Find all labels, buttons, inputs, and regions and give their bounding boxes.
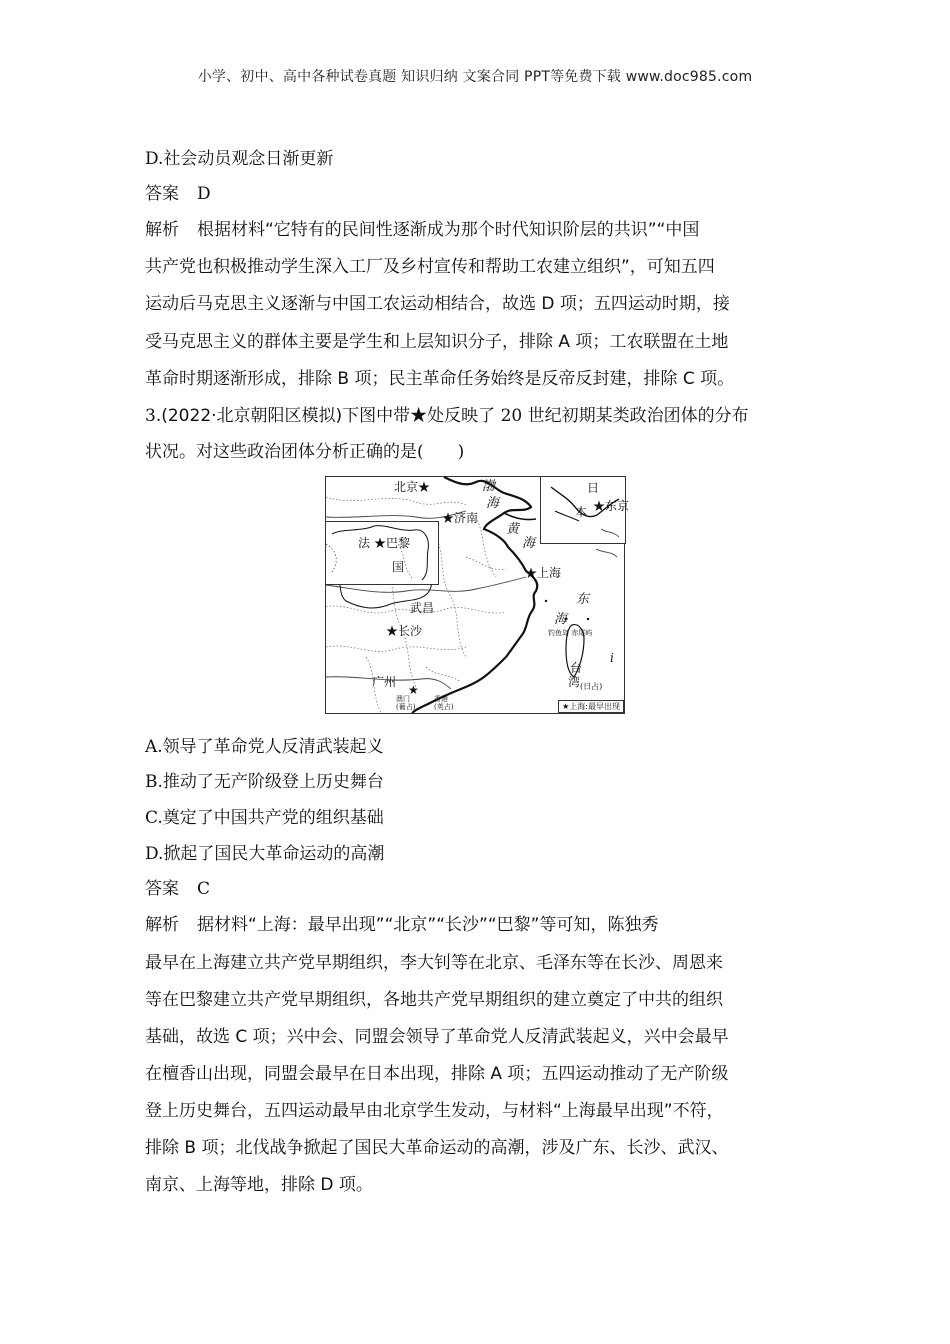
q3-analysis-line-1 xyxy=(145,913,815,937)
map-legend: ★上海:最早出现 xyxy=(558,700,624,713)
map-label-sea-mark: i xyxy=(610,651,614,665)
map-label-diaoyu: 钓鱼岛 赤尾屿 xyxy=(548,629,593,637)
japan-inset xyxy=(540,476,630,544)
map-label-france-2: 国 xyxy=(392,560,405,574)
q3-stem-text-1: 下图中带★处反映了 20 世纪初期某类政治团体的分布 xyxy=(342,406,749,426)
map-label-donghai-1: 东 xyxy=(576,592,590,607)
q3-answer-value: C xyxy=(197,879,211,899)
map-label-paris: ★巴黎 xyxy=(374,536,411,550)
q3-analysis-line-7: 排除 B 项；北伐战争掀起了国民大革命运动的高潮，涉及广东、长沙、武汉、 xyxy=(145,1138,729,1158)
q3-analysis-line-3: 等在巴黎建立共产党早期组织，各地共产党早期组织的建立奠定了中共的组织 xyxy=(145,990,723,1010)
q3-analysis-line-8: 南京、上海等地，排除 D 项。 xyxy=(145,1175,373,1195)
map-label-huanghai-2: 海 xyxy=(522,536,536,551)
map-label-wuchang: 武昌 xyxy=(410,601,435,615)
map-label-taiwan-2: 湾 xyxy=(568,675,581,689)
q3-analysis-text-1: 据材料“上海：最早出现”“北京”“长沙”“巴黎”等可知，陈独秀 xyxy=(197,915,659,935)
star-icon: ★ xyxy=(442,511,455,525)
map-star-guangzhou: ★ xyxy=(408,683,419,697)
france-inset xyxy=(325,521,439,585)
star-icon: ★ xyxy=(418,480,431,494)
q2-analysis-line-4: 受马克思主义的群体主要是学生和上层知识分子，排除 A 项；工农联盟在土地 xyxy=(145,332,729,352)
q3-analysis-line-6: 登上历史舞台，五四运动最早由北京学生发动，与材料“上海最早出现”不符， xyxy=(145,1101,724,1121)
map-label-taiwan-note: (日占) xyxy=(580,682,603,691)
q2-analysis-line-1 xyxy=(145,218,815,242)
q3-stem-line-1 xyxy=(145,404,815,428)
map-label-tokyo: ★东京 xyxy=(593,499,630,513)
star-icon: ★ xyxy=(593,499,606,513)
map-label-beijing: 北京★ xyxy=(394,480,431,494)
map-label-bohai-2: 海 xyxy=(486,496,500,511)
q3-number: 3. xyxy=(145,406,162,426)
map-label-changsha: ★长沙 xyxy=(386,624,423,638)
q2-answer-label: 答案 xyxy=(145,184,179,204)
q3-answer xyxy=(145,877,815,901)
q3-analysis-line-2: 最早在上海建立共产党早期组织，李大钊等在北京、毛泽东等在长沙、周恩来 xyxy=(145,953,723,973)
q2-analysis-line-2: 共产党也积极推动学生深入工厂及乡村宣传和帮助工农建立组织”，可知五四 xyxy=(145,257,715,277)
map-label-macau: 澳门 (葡占) xyxy=(396,695,416,711)
q2-analysis-line-3: 运动后马克思主义逐渐与中国工农运动相结合，故选 D 项；五四运动时期，接 xyxy=(145,294,730,314)
q3-option-d: D.掀起了国民大革命运动的高潮 xyxy=(145,844,385,864)
q2-analysis-line-5: 革命时期逐渐形成，排除 B 项；民主革命任务始终是反帝反封建，排除 C 项。 xyxy=(145,369,735,389)
map-label-shanghai: ★上海 xyxy=(525,566,562,580)
q3-stem-line-2: 状况。对这些政治团体分析正确的是( ) xyxy=(145,442,465,462)
q2-answer xyxy=(145,182,815,206)
star-icon: ★ xyxy=(374,536,387,550)
q3-answer-label: 答案 xyxy=(145,879,179,899)
map-label-huanghai-1: 黄 xyxy=(506,522,520,537)
q2-answer-value: D xyxy=(197,184,211,204)
q3-option-a: A.领导了革命党人反清武装起义 xyxy=(145,737,384,757)
q3-analysis-line-5: 在檀香山出现，同盟会最早在日本出现，排除 A 项；五四运动推动了无产阶级 xyxy=(145,1064,729,1084)
q3-analysis-label: 解析 xyxy=(145,915,179,935)
q2-analysis-label: 解析 xyxy=(145,220,179,240)
map-label-guangzhou: 广州 xyxy=(372,675,397,689)
map-label-hongkong: 香港 (英占) xyxy=(434,695,454,711)
map-label-japan-1: 日 xyxy=(587,481,600,495)
map-label-france-1: 法 xyxy=(358,536,371,550)
q3-analysis-line-4: 基础，故选 C 项；兴中会、同盟会领导了革命党人反清武装起义，兴中会最早 xyxy=(145,1027,729,1047)
q2-analysis-text-1: 根据材料“它特有的民间性逐渐成为那个时代知识阶层的共识”“中国 xyxy=(197,220,700,240)
map-label-bohai-1: 渤 xyxy=(482,479,496,494)
map-label-jinan: ★济南 xyxy=(442,511,479,525)
france-inset-drawing xyxy=(326,522,438,584)
map-label-japan-2: 本 xyxy=(575,505,588,519)
star-icon: ★ xyxy=(525,566,538,580)
map-label-taiwan-1: 台 xyxy=(570,661,583,675)
q3-option-b: B.推动了无产阶级登上历史舞台 xyxy=(145,772,384,792)
star-icon: ★ xyxy=(386,624,399,638)
q2-option-d: D.社会动员观念日渐更新 xyxy=(145,149,334,169)
historical-map xyxy=(325,476,630,714)
map-label-donghai-2: 海 xyxy=(554,612,568,627)
page-header: 小学、初中、高中各种试卷真题 知识归纳 文案合同 PPT等免费下载 www.doc985.com xyxy=(197,69,753,85)
q3-option-c: C.奠定了中国共产党的组织基础 xyxy=(145,808,384,828)
q3-source: (2022·北京朝阳区模拟) xyxy=(161,406,343,426)
